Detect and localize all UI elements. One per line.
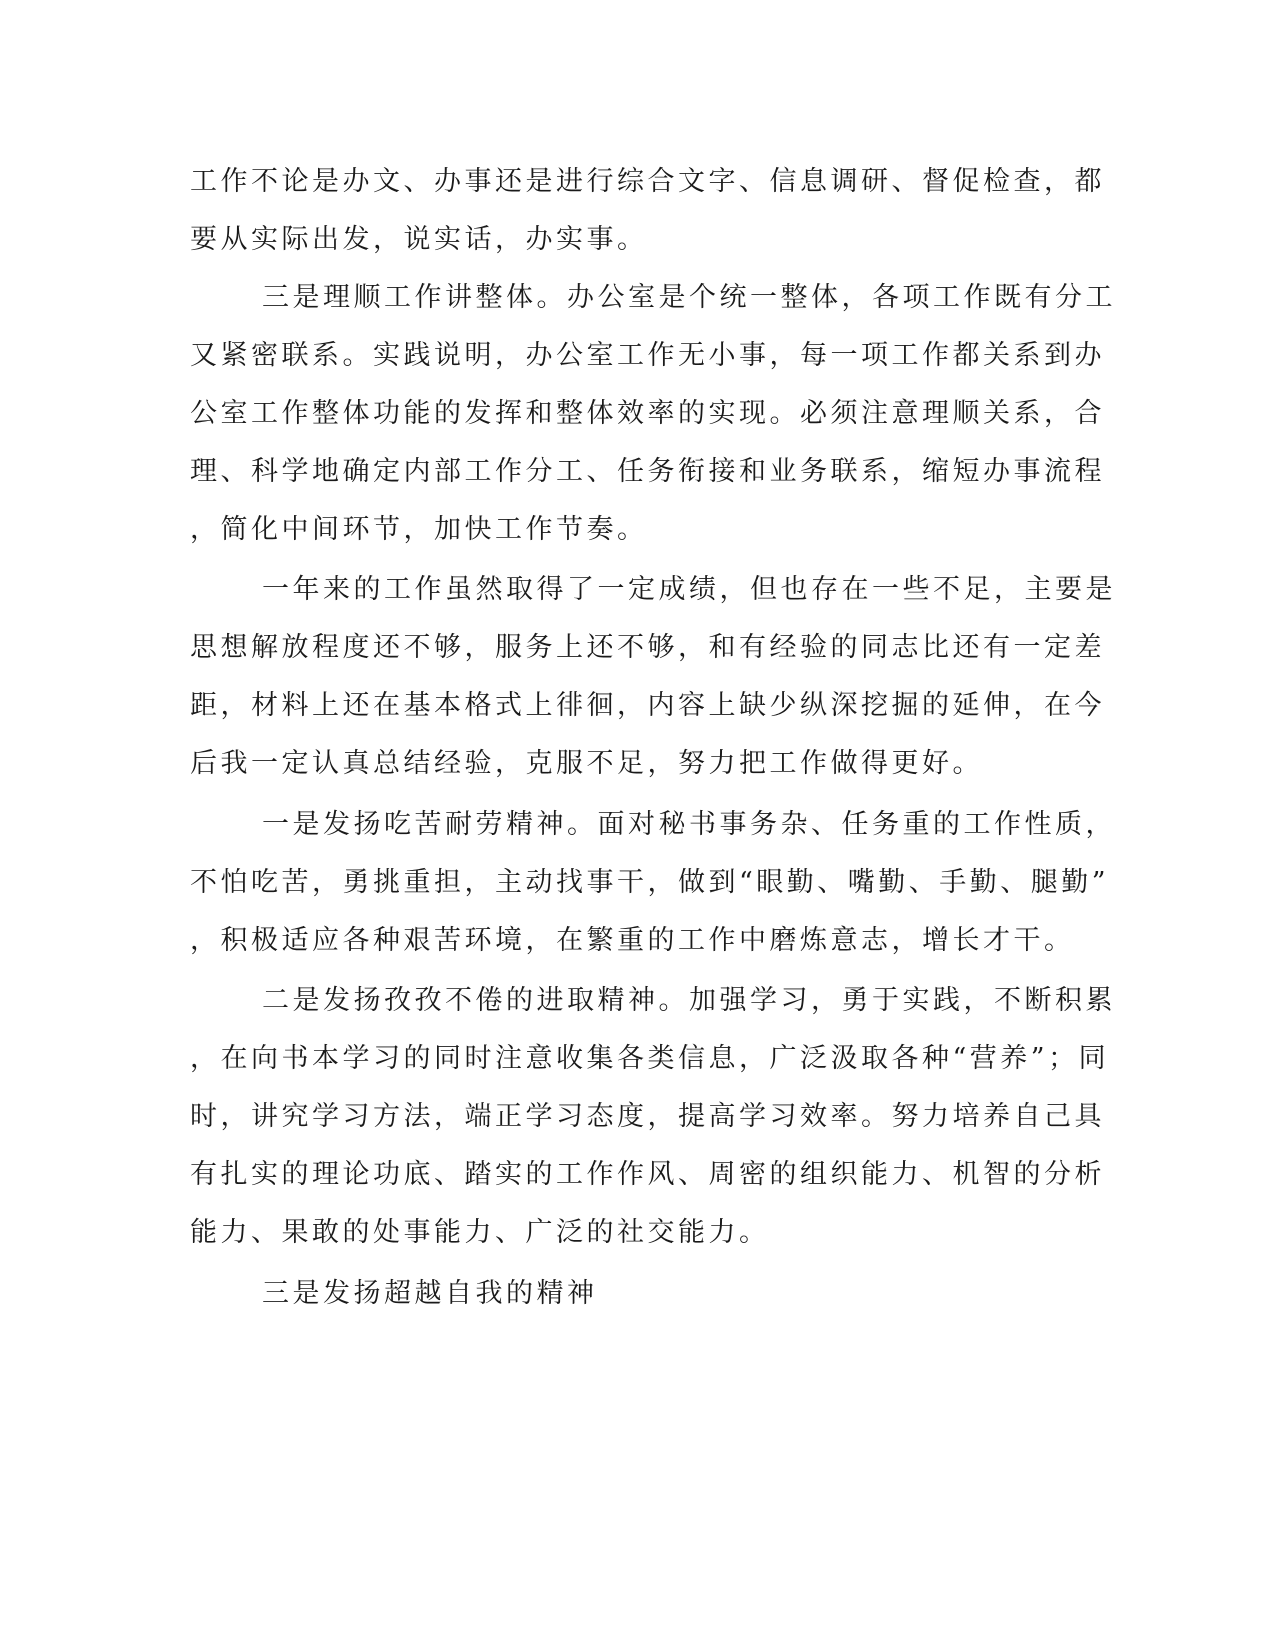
text-line: 后我一定认真总结经验，克服不足，努力把工作做得更好。 <box>190 748 983 779</box>
text-line: 不怕吃苦，勇挑重担，主动找事干，做到“眼勤、嘴勤、手勤、腿勤” <box>190 867 1110 898</box>
text-line: ，在向书本学习的同时注意收集各类信息，广泛汲取各种“营养”；同 <box>190 1043 1110 1074</box>
text-line: 一年来的工作虽然取得了一定成绩，但也存在一些不足，主要是 <box>262 574 1116 605</box>
text-line: 时，讲究学习方法，端正学习态度，提高学习效率。努力培养自己具 <box>190 1101 1105 1132</box>
text-line: 有扎实的理论功底、踏实的工作作风、周密的组织能力、机智的分析 <box>190 1159 1105 1190</box>
text-line: 三是发扬超越自我的精神 <box>262 1278 598 1309</box>
text-line: 要从实际出发，说实话，办实事。 <box>190 224 648 255</box>
text-line: 思想解放程度还不够，服务上还不够，和有经验的同志比还有一定差 <box>190 632 1105 663</box>
text-line: 公室工作整体功能的发挥和整体效率的实现。必须注意理顺关系，合 <box>190 398 1105 429</box>
text-line: 三是理顺工作讲整体。办公室是个统一整体，各项工作既有分工 <box>262 282 1116 313</box>
text-line: 一是发扬吃苦耐劳精神。面对秘书事务杂、任务重的工作性质， <box>262 809 1116 840</box>
text-line: 能力、果敢的处事能力、广泛的社交能力。 <box>190 1217 770 1248</box>
text-line: ，简化中间环节，加快工作节奏。 <box>190 514 648 545</box>
text-line: 理、科学地确定内部工作分工、任务衔接和业务联系，缩短办事流程 <box>190 456 1105 487</box>
text-line: 二是发扬孜孜不倦的进取精神。加强学习，勇于实践，不断积累 <box>262 985 1116 1016</box>
text-line: ，积极适应各种艰苦环境，在繁重的工作中磨炼意志，增长才干。 <box>190 925 1075 956</box>
text-line: 距，材料上还在基本格式上徘徊，内容上缺少纵深挖掘的延伸，在今 <box>190 690 1105 721</box>
text-line: 又紧密联系。实践说明，办公室工作无小事，每一项工作都关系到办 <box>190 340 1105 371</box>
text-line: 工作不论是办文、办事还是进行综合文字、信息调研、督促检查，都 <box>190 166 1105 197</box>
